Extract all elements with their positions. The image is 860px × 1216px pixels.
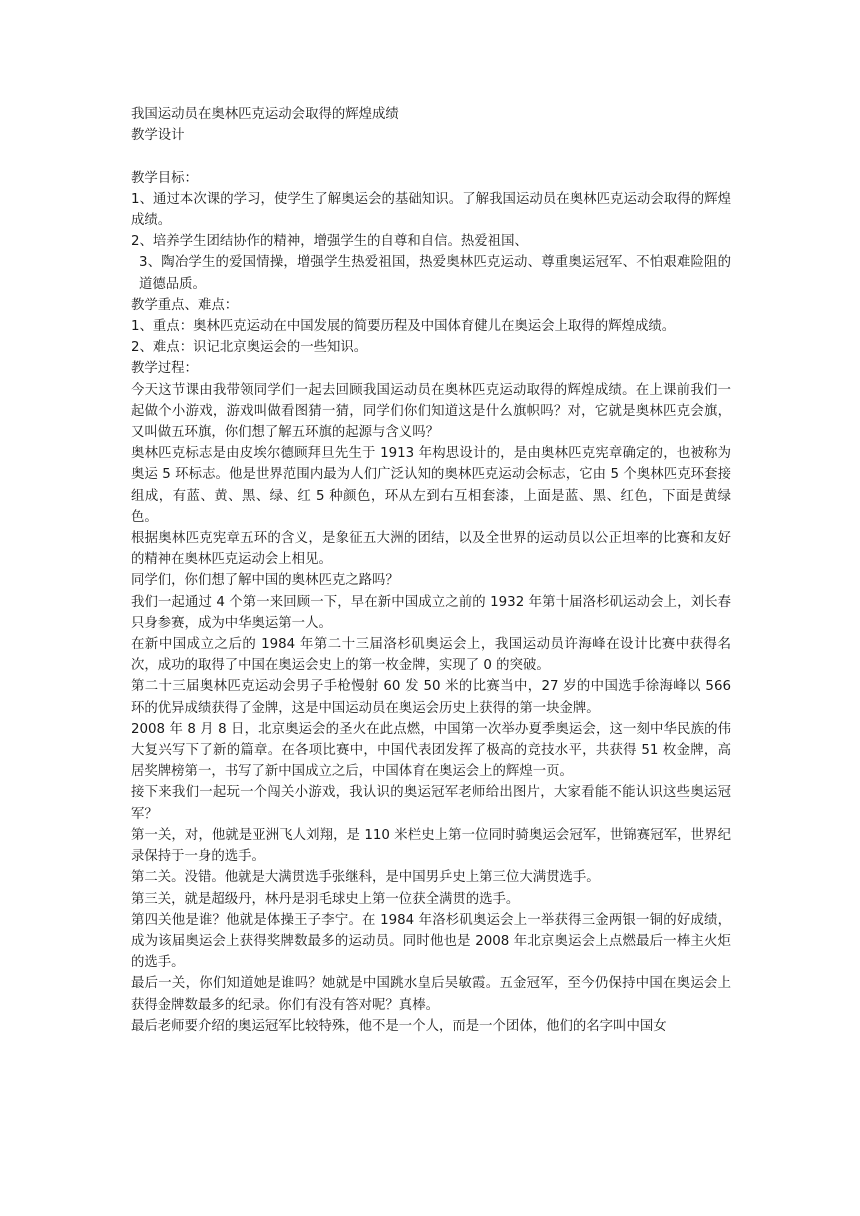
document-page: [131, 104, 731, 1037]
body-paragraph: 在新中国成立之后的 1984 年第二十三届洛杉矶奥运会上，我国运动员许海峰在设计比赛中获得名次，成功的取得了中国在奥运会史上的第一枚金牌，实现了 0 的突破。: [131, 637, 731, 674]
body-paragraph: 最后老师要介绍的奥运冠军比较特殊，他不是一个人，而是一个团体，他们的名字叫中国女: [131, 1018, 667, 1034]
key-heading: 教学重点、难点：: [131, 297, 239, 313]
body-paragraph: 第三关，就是超级丹，林丹是羽毛球史上第一位获全满贯的选手。: [131, 891, 520, 907]
document-title: 我国运动员在奥林匹克运动会取得的辉煌成绩: [131, 107, 399, 122]
body-paragraph: 接下来我们一起玩一个闯关小游戏，我认识的奥运冠军老师给出图片，大家看能不能认识这些奥运冠军？: [131, 785, 731, 822]
body-paragraph: 我们一起通过 4 个第一来回顾一下，早在新中国成立之前的 1932 年第十届洛杉矶运动会上，刘长春只身参赛，成为中华奥运第一人。: [131, 594, 731, 631]
body-paragraph: 2008 年 8 月 8 日，北京奥运会的圣火在此点燃，中国第一次举办夏季奥运会，这一刻中华民族的伟大复兴写下了新的篇章。在各项比赛中，中国代表团发挥了极高的竞技水平，共获得 51 枚金牌，高居奖牌榜第一，书写了新中国成立之后，中国体育在奥运会上的辉煌一页。: [131, 721, 731, 780]
body-paragraph: 最后一关，你们知道她是谁吗？她就是中国跳水皇后吴敏霞。五金冠军，至今仍保持中国在奥运会上获得金牌数最多的纪录。你们有没有答对呢？真棒。: [131, 976, 731, 1013]
blank-line: [131, 146, 731, 167]
body-paragraph: 今天这节课由我带领同学们一起去回顾我国运动员在奥林匹克运动取得的辉煌成绩。在上课前我们一起做个小游戏，游戏叫做看图猜一猜，同学们你们知道这是什么旗帜吗？对，它就是奥林匹克会旗，又叫做五环旗，你们想了解五环旗的起源与含义吗？: [131, 382, 731, 441]
body-paragraph: 根据奥林匹克宪章五环的含义，是象征五大洲的团结，以及全世界的运动员以公正坦率的比赛和友好的精神在奥林匹克运动会上相见。: [131, 531, 731, 568]
key-point: 2、难点：识记北京奥运会的一些知识。: [131, 340, 368, 356]
goals-heading: 教学目标：: [131, 170, 198, 186]
goal-item: 1、通过本次课的学习，使学生了解奥运会的基础知识。了解我国运动员在奥林匹克运动会取得的辉煌成绩。: [131, 191, 731, 228]
goal-item: 2、培养学生团结协作的精神，增强学生的自尊和自信。热爱祖国、: [131, 234, 528, 250]
body-paragraph: 奥林匹克标志是由皮埃尔德顾拜旦先生于 1913 年构思设计的，是由奥林匹克宪章确定的，也被称为奥运 5 环标志。他是世界范围内最为人们广泛认知的奥林匹克运动会标志，它由 5 个奥林匹克环套接组成，有蓝、黄、黑、绿、红 5 种颜色，环从左到右互相套漆，上面是蓝、黑、红色，下面是黄绿色。: [131, 446, 731, 525]
body-paragraph: 第二十三届奥林匹克运动会男子手枪慢射 60 发 50 米的比赛当中，27 岁的中国选手徐海峰以 566 环的优异成绩获得了金牌，这是中国运动员在奥运会历史上获得的第一块金牌。: [131, 679, 731, 716]
body-paragraph: 第四关他是谁？他就是体操王子李宁。在 1984 年洛杉矶奥运会上一举获得三金两银一铜的好成绩，成为该届奥运会上获得奖牌数最多的运动员。同时他也是 2008 年北京奥运会上点燃最后一棒主火炬的选手。: [131, 912, 731, 971]
body-paragraph: 同学们，你们想了解中国的奥林匹克之路吗？: [131, 573, 399, 589]
body-paragraph: 第一关，对，他就是亚洲飞人刘翔，是 110 米栏史上第一位同时骑奥运会冠军，世锦赛冠军，世界纪录保持于一身的选手。: [131, 827, 731, 865]
body-paragraph: 第二关。没错。他就是大满贯选手张继科，是中国男乒史上第三位大满贯选手。: [131, 870, 600, 886]
process-heading: 教学过程：: [131, 361, 198, 377]
goal-item: 3、陶冶学生的爱国情操，增强学生热爱祖国，热爱奥林匹克运动、尊重奥运冠军、不怕艰难险阻的道德品质。: [139, 255, 731, 292]
key-point: 1、重点：奥林匹克运动在中国发展的简要历程及中国体育健儿在奥运会上取得的辉煌成绩。: [131, 319, 676, 335]
document-subtitle: 教学设计: [131, 128, 185, 144]
